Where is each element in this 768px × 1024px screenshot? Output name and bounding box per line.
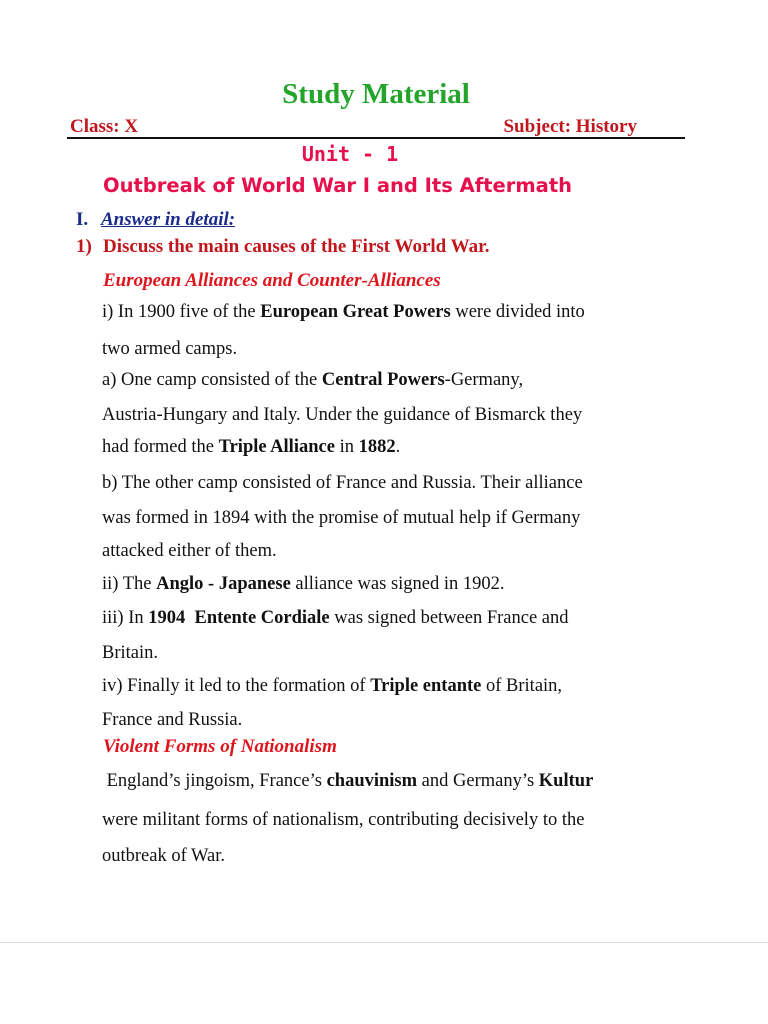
text-run: i) In 1900 five of the [102, 302, 261, 322]
bold-term: Triple entante [370, 676, 482, 696]
document-title: Study Material [282, 78, 470, 110]
paragraph-line: outbreak of War. [102, 846, 226, 866]
question-number: 1) [76, 236, 92, 257]
text-run: was signed between France and [329, 608, 569, 628]
text-run: -Germany, [444, 370, 524, 390]
subheading-alliances: European Alliances and Counter-Alliances [103, 270, 441, 291]
paragraph-line: France and Russia. [102, 710, 243, 730]
text-run: England’s jingoism, France’s [102, 771, 327, 791]
bold-term: Kultur [538, 771, 594, 791]
text-run: and Germany’s [417, 771, 539, 791]
paragraph-line: Britain. [102, 643, 159, 663]
bold-term: European Great Powers [260, 302, 451, 322]
text-run: . [395, 437, 401, 457]
bold-term: 1904 [148, 608, 186, 628]
bold-term: Anglo - Japanese [156, 574, 291, 594]
paragraph-line [102, 437, 400, 458]
text-run: had formed the [102, 437, 219, 457]
text-run: alliance was signed in 1902. [290, 574, 505, 594]
paragraph-line: was formed in 1894 with the promise of mutual help if Germany [102, 508, 581, 528]
paragraph-line: two armed camps. [102, 339, 238, 359]
bold-term: Entente Cordiale [194, 608, 330, 628]
question-text: Discuss the main causes of the First World War. [103, 236, 490, 257]
bold-term: 1882 [358, 437, 396, 457]
subject-label: Subject: History [503, 116, 637, 137]
section-heading: Answer in detail: [101, 209, 236, 230]
header-rule [67, 137, 685, 139]
text-run: iv) Finally it led to the formation of [102, 676, 371, 696]
bold-term: chauvinism [326, 771, 418, 791]
paragraph-line: attacked either of them. [102, 541, 277, 561]
section-number: I. [76, 209, 89, 230]
paragraph-line [102, 771, 593, 792]
paragraph-line [102, 370, 523, 391]
subheading-nationalism: Violent Forms of Nationalism [103, 736, 337, 757]
text-run [185, 608, 194, 628]
bold-term: Central Powers [321, 370, 445, 390]
topic-heading: Outbreak of World War I and Its Aftermath [103, 174, 573, 197]
text-run: a) One camp consisted of the [102, 370, 322, 390]
text-run: were divided into [450, 302, 585, 322]
paragraph-line: were militant forms of nationalism, contributing decisively to the [102, 810, 585, 830]
text-run: iii) In [102, 608, 149, 628]
text-run: in [334, 437, 359, 457]
paragraph-line: b) The other camp consisted of France and Russia. Their alliance [102, 473, 583, 493]
paragraph-line: Austria-Hungary and Italy. Under the guidance of Bismarck they [102, 405, 583, 425]
paragraph-line [102, 676, 562, 697]
class-label: Class: X [70, 116, 139, 137]
bold-term: Triple Alliance [218, 437, 335, 457]
paragraph-line [102, 608, 569, 629]
paragraph-line [102, 302, 585, 323]
text-run: of Britain, [481, 676, 563, 696]
paragraph-line [102, 574, 505, 595]
viewer-background [0, 943, 768, 1024]
text-run: ii) The [102, 574, 157, 594]
unit-heading: Unit - 1 [301, 142, 399, 166]
